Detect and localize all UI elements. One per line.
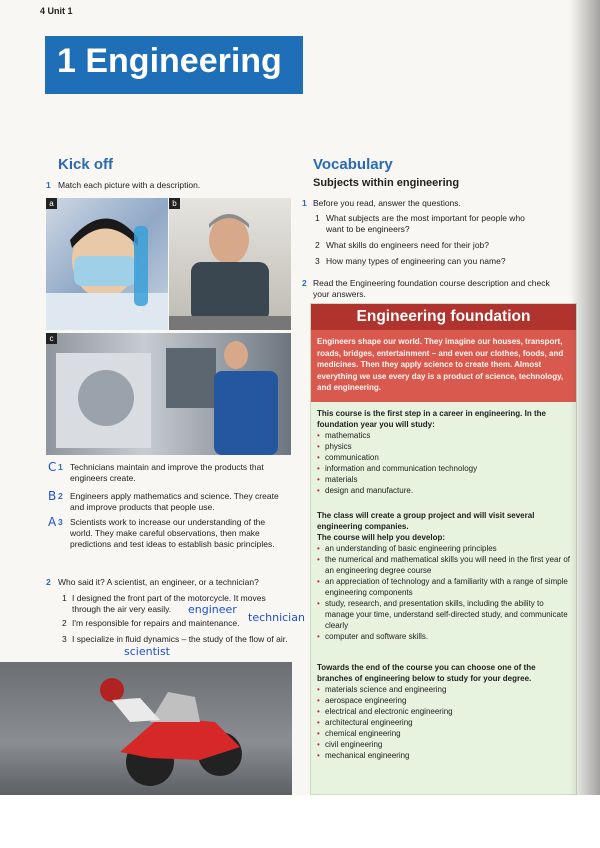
study-item: • information and communication technology <box>317 463 572 474</box>
develop-item: • the numerical and mathematical skills you will need in the first year of an engineering degree course <box>317 554 572 576</box>
match-item-2-text: Engineers apply mathematics and science. They create and improve products that people use. <box>70 491 279 512</box>
photo-a-tag: a <box>46 198 57 209</box>
photo-c-technician <box>46 333 291 455</box>
vocab-q1-number: 1 <box>302 198 307 208</box>
match-item-1-number: 1 <box>58 462 63 472</box>
page-spine-shadow <box>570 0 600 848</box>
branch-item: • electrical and electronic engineering <box>317 706 572 717</box>
handwritten-technician: technician <box>248 611 305 624</box>
kickoff-q1-text: Match each picture with a description. <box>58 180 201 190</box>
vocab-question-2-text: What skills do engineers need for their job? <box>326 240 490 250</box>
develop-item: • an appreciation of technology and a familiarity with a range of simple engineering components <box>317 576 572 598</box>
unit-title-banner <box>45 36 303 94</box>
photo-c-tag: c <box>46 333 57 344</box>
match-item-3-text: Scientists work to increase our understanding of the world. They make careful observations, then make predictions and test ideas to establish basic principles. <box>70 517 275 549</box>
quote-2-text: I'm responsible for repairs and maintenance. <box>72 618 240 628</box>
quote-1-text: I designed the front part of the motorcycle. It moves through the air very easily. <box>72 593 266 614</box>
photo-motorcycle <box>0 662 292 795</box>
kickoff-q2-text: Who said it? A scientist, an engineer, or a technician? <box>58 577 259 587</box>
develop-item: • computer and software skills. <box>317 631 572 642</box>
branch-item: • chemical engineering <box>317 728 572 739</box>
study-item: • physics <box>317 441 572 452</box>
branch-item: • mechanical engineering <box>317 750 572 761</box>
vocab-question-1-text: What subjects are the most important for people who want to be engineers? <box>326 213 525 234</box>
kickoff-q2-number: 2 <box>46 577 51 587</box>
vocab-question-3-number: 3 <box>315 256 320 266</box>
kickoff-heading: Kick off <box>58 156 114 173</box>
handwritten-engineer: engineer <box>188 603 237 616</box>
foundation-develop-section <box>317 510 572 642</box>
study-list <box>317 430 572 496</box>
handwritten-answer-2: B <box>48 489 57 503</box>
scan-bottom-margin <box>0 795 600 848</box>
study-item: • communication <box>317 452 572 463</box>
branch-item: • architectural engineering <box>317 717 572 728</box>
foundation-title: Engineering foundation <box>311 304 576 330</box>
develop-item: • study, research, and presentation skills, including the ability to manage your time, understand self-directed study, and communicate clearly <box>317 598 572 631</box>
scientist-illustration <box>46 198 168 330</box>
branches-list <box>317 684 572 761</box>
foundation-p2: The class will create a group project and will visit several engineering companies. <box>317 511 535 531</box>
handwritten-answer-1: C <box>48 460 57 474</box>
branch-item: • materials science and engineering <box>317 684 572 695</box>
develop-list <box>317 543 572 642</box>
develop-item: • an understanding of basic engineering principles <box>317 543 572 554</box>
quote-2-number: 2 <box>62 618 67 628</box>
vocab-q2-number: 2 <box>302 278 307 288</box>
study-item: • materials <box>317 474 572 485</box>
kickoff-q1-number: 1 <box>46 180 51 190</box>
vocabulary-heading: Vocabulary <box>313 156 393 173</box>
engineering-foundation-box <box>310 303 577 795</box>
foundation-intro: Engineers shape our world. They imagine our houses, transport, roads, bridges, entertainment – and even our clothes, foods, and medicines. Then they apply science to create them. Almost everything we use every day is a product of science, technology, and engineering. <box>311 330 576 402</box>
handwritten-answer-3: A <box>48 515 57 529</box>
quote-3-text: I specialize in fluid dynamics – the study of the flow of air. <box>72 634 288 644</box>
photo-b-tag: b <box>169 198 180 209</box>
handwritten-scientist: scientist <box>124 645 170 658</box>
match-item-1-text: Technicians maintain and improve the products that engineers create. <box>70 462 264 483</box>
match-item-2-number: 2 <box>58 491 63 501</box>
foundation-study-section <box>317 408 572 496</box>
foundation-branches-section <box>317 662 572 761</box>
technician-illustration <box>46 333 291 455</box>
page-header: 4 Unit 1 <box>40 6 73 16</box>
motorcycle-illustration <box>0 662 292 795</box>
foundation-p3: The course will help you develop: <box>317 533 446 542</box>
engineer-illustration <box>169 198 291 330</box>
vocab-question-2-number: 2 <box>315 240 320 250</box>
quote-3-number: 3 <box>62 634 67 644</box>
foundation-p4: Towards the end of the course you can choose one of the branches of engineering below to study for your degree. <box>317 663 536 683</box>
photo-a-scientist <box>46 198 168 330</box>
unit-title: 1 Engineering <box>57 42 282 80</box>
photo-b-engineer <box>169 198 291 330</box>
study-item: • mathematics <box>317 430 572 441</box>
match-item-3-number: 3 <box>58 517 63 527</box>
vocab-q2-text: Read the Engineering foundation course description and check your answers. <box>313 278 550 299</box>
branch-item: • aerospace engineering <box>317 695 572 706</box>
vocabulary-subheading: Subjects within engineering <box>313 177 460 189</box>
vocab-q1-text: Before you read, answer the questions. <box>313 198 461 208</box>
foundation-p1: This course is the first step in a career in engineering. In the foundation year you will study: <box>317 409 546 429</box>
branch-item: • civil engineering <box>317 739 572 750</box>
study-item: • design and manufacture. <box>317 485 572 496</box>
vocab-question-1-number: 1 <box>315 213 320 223</box>
vocab-question-3-text: How many types of engineering can you name? <box>326 256 506 266</box>
quote-1-number: 1 <box>62 593 67 603</box>
